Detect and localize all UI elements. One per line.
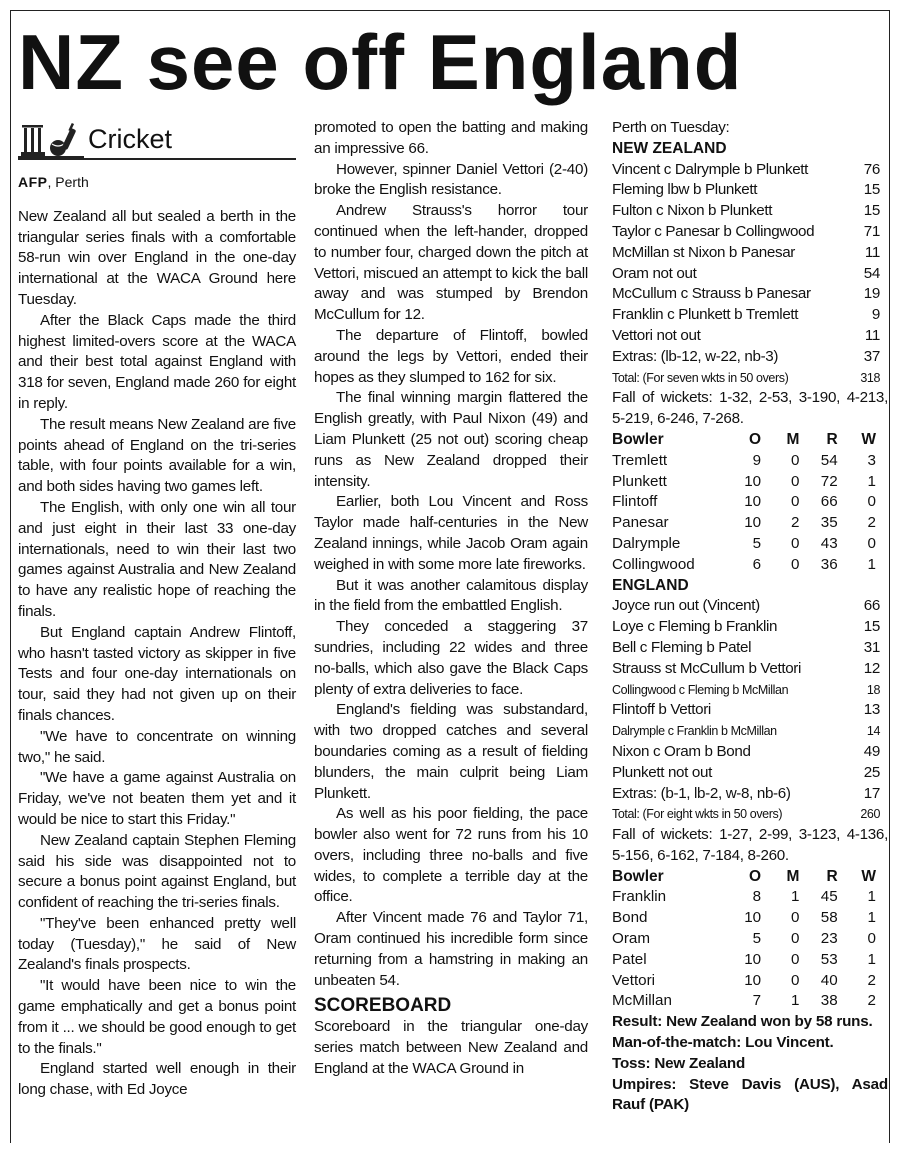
bowling-figure: 38 <box>820 992 838 1010</box>
bowling-row <box>612 929 876 950</box>
bowling-figure: 10 <box>744 971 762 989</box>
batting-row <box>612 201 888 222</box>
paragraph: The English, with only one win all tour and just eight in their last 33 one-day internationals, need to win their last two games against Australia and New Zealand to have any realistic hope of reaching the finals. <box>18 498 296 620</box>
paragraph: "It would have been nice to win the game emphatically and get a bonus point from it ... we should be good enough to get to the finals." <box>18 977 296 1057</box>
batting-row <box>612 638 888 659</box>
bowling-figure: 72 <box>820 472 838 490</box>
paragraph: The final winning margin flattered the English greatly, with Paul Nixon (49) and Liam Plunkett (25 not out) scoring cheap runs as New Zealand dropped their intensity. <box>314 389 588 490</box>
bowling-figure: 58 <box>820 909 838 927</box>
bowling-figure: 35 <box>820 514 838 532</box>
batsman-dismissal: Extras: (b-1, lb-2, w-8, nb-6) <box>612 784 791 802</box>
bowling-figure: 2 <box>867 992 876 1010</box>
bowling-header-cell: R <box>826 867 838 885</box>
nz-total <box>612 368 888 389</box>
paragraph: The result means New Zealand are five points ahead of England on the tri-series table, with four points available for a win, and both sides having two games left. <box>18 415 296 496</box>
bowling-figure: 53 <box>820 950 838 968</box>
bowler-name: Patel <box>612 950 647 968</box>
bowling-figure: 6 <box>752 555 762 573</box>
bowling-row <box>612 991 876 1012</box>
batting-row <box>612 763 888 784</box>
batting-row <box>612 680 888 701</box>
bowling-figure: 2 <box>790 514 800 532</box>
total-label: Total: (For seven wkts in 50 overs) <box>612 370 789 385</box>
bowler-name: McMillan <box>612 992 672 1010</box>
batsman-runs: 15 <box>863 618 880 636</box>
bowling-row <box>612 971 876 992</box>
bowling-figure: 2 <box>867 971 876 989</box>
batting-row <box>612 742 888 763</box>
paragraph: "We have to concentrate on winning two," he said. <box>18 727 296 766</box>
batsman-dismissal: Loye c Fleming b Franklin <box>612 618 778 636</box>
batting-row <box>612 596 888 617</box>
batsman-dismissal: Franklin c Plunkett b Tremlett <box>612 306 799 324</box>
bowling-row <box>612 472 876 493</box>
bowling-figure: 45 <box>820 888 838 906</box>
eng-fall-of-wickets: Fall of wickets: 1-27, 2-99, 3-123, 4-136, 5-156, 6-162, 7-184, 8-260. <box>612 826 888 864</box>
paragraph: "We have a game against Australia on Friday, we've not beaten them yet and it would be nice to start this Friday." <box>18 769 296 828</box>
bowler-name: Franklin <box>612 888 667 906</box>
batting-row <box>612 222 888 243</box>
batting-row <box>612 617 888 638</box>
bowling-row <box>612 451 876 472</box>
batsman-dismissal: Nixon c Oram b Bond <box>612 742 751 760</box>
batting-row <box>612 284 888 305</box>
batsman-runs: 12 <box>863 659 880 677</box>
batsman-runs: 18 <box>866 682 880 697</box>
bowling-figure: 8 <box>752 888 762 906</box>
bowling-figure: 54 <box>820 451 838 469</box>
nz-fall-of-wickets: Fall of wickets: 1-32, 2-53, 3-190, 4-213, 5-219, 6-246, 7-268. <box>612 389 888 428</box>
batsman-dismissal: Vettori not out <box>612 326 701 344</box>
bowling-figure: 0 <box>790 909 800 927</box>
scoreboard-intro: Scoreboard in the triangular one-day series match between New Zealand and England at the WACA Ground in <box>314 1018 588 1078</box>
scoreboard-intro-cont: Perth on Tuesday: <box>612 119 730 136</box>
bowling-figure: 5 <box>752 534 762 552</box>
batsman-runs: 11 <box>864 243 880 261</box>
bowling-figure: 0 <box>867 534 876 552</box>
paragraph: They conceded a staggering 37 sundries, including 22 wides and three no-balls, which also gave the Black Caps plenty of extra deliveries to face. <box>314 618 588 698</box>
bowling-row <box>612 950 876 971</box>
column-3 <box>612 118 888 1116</box>
section-header <box>18 118 296 160</box>
bowling-figure: 1 <box>867 909 876 927</box>
bowling-figure: 0 <box>790 971 800 989</box>
batsman-runs: 49 <box>863 742 880 760</box>
bowling-header-cell: O <box>749 430 762 448</box>
bowler-name: Dalrymple <box>612 534 681 552</box>
batsman-dismissal: Fleming lbw b Plunkett <box>612 181 758 199</box>
batsman-dismissal: Flintoff b Vettori <box>612 701 711 719</box>
bowling-header-cell: M <box>786 867 800 885</box>
bowler-name: Flintoff <box>612 493 658 511</box>
bowling-figure: 0 <box>790 930 800 948</box>
batting-row <box>612 180 888 201</box>
bowling-header-row <box>612 867 876 888</box>
bowler-name: Plunkett <box>612 472 667 490</box>
paragraph: promoted to open the batting and making an impressive 66. <box>314 119 588 157</box>
headline: NZ see off England <box>18 18 743 106</box>
batsman-runs: 17 <box>863 784 880 802</box>
bowling-figure: 9 <box>752 451 762 469</box>
bowling-figure: 1 <box>867 472 876 490</box>
batting-row <box>612 721 888 742</box>
bowling-figure: 0 <box>790 493 800 511</box>
bowler-name: Panesar <box>612 514 669 532</box>
batsman-runs: 11 <box>864 326 880 344</box>
bowling-row <box>612 492 876 513</box>
bowling-figure: 0 <box>790 472 800 490</box>
bowler-name: Collingwood <box>612 555 695 573</box>
batting-row <box>612 243 888 264</box>
batsman-runs: 13 <box>863 701 880 719</box>
paragraph: Earlier, both Lou Vincent and Ross Taylor made half-centuries in the New Zealand innings, while Jacob Oram again weighed in with some more late fireworks. <box>314 493 588 573</box>
bowling-header-cell: W <box>861 430 876 448</box>
bowling-header-cell: O <box>749 867 762 885</box>
bowler-name: Oram <box>612 930 650 948</box>
bowling-row <box>612 555 876 576</box>
column-1 <box>18 118 296 1101</box>
team-heading-eng: ENGLAND <box>612 576 689 594</box>
eng-total <box>612 804 888 825</box>
paragraph: As well as his poor fielding, the pace bowler also went for 72 runs from his 10 overs, including three no-balls and five wides, to complete a terrible day at the office. <box>314 805 588 906</box>
batting-row <box>612 305 888 326</box>
bowling-header-cell: Bowler <box>612 867 664 885</box>
cricket-icon <box>18 122 84 158</box>
bowling-figure: 23 <box>820 930 838 948</box>
bowling-figure: 10 <box>744 950 762 968</box>
total-label: Total: (For eight wkts in 50 overs) <box>612 807 783 822</box>
eng-bowling-table <box>612 867 876 1013</box>
total-runs: 318 <box>860 370 880 385</box>
bowling-figure: 1 <box>867 555 876 573</box>
batsman-runs: 31 <box>863 638 880 656</box>
bowling-figure: 10 <box>744 493 762 511</box>
batting-row <box>612 700 888 721</box>
toss: Toss: New Zealand <box>612 1054 746 1072</box>
bowling-figure: 0 <box>790 451 800 469</box>
paragraph: But England captain Andrew Flintoff, who hasn't tasted victory as skipper in five Tests and four one-day internationals on tour, said they had not given up on their finals chances. <box>18 623 296 724</box>
batsman-dismissal: Vincent c Dalrymple b Plunkett <box>612 160 809 178</box>
batting-row <box>612 784 888 805</box>
bowling-figure: 3 <box>867 451 876 469</box>
batsman-dismissal: Dalrymple c Franklin b McMillan <box>612 724 777 739</box>
bowling-figure: 10 <box>744 472 762 490</box>
batsman-runs: 15 <box>863 202 880 220</box>
nz-bowling-table <box>612 430 876 576</box>
batsman-runs: 37 <box>863 347 880 365</box>
batsman-runs: 14 <box>866 724 880 739</box>
batsman-runs: 76 <box>863 160 880 178</box>
bowler-name: Tremlett <box>612 451 668 469</box>
paragraph: However, spinner Daniel Vettori (2-40) broke the English resistance. <box>314 160 588 199</box>
bowler-name: Vettori <box>612 971 656 989</box>
section-label: Cricket <box>88 124 173 154</box>
batting-row <box>612 160 888 181</box>
match-result: Result: New Zealand won by 58 runs. <box>612 1013 873 1031</box>
bowling-figure: 36 <box>820 555 838 573</box>
paragraph: Andrew Strauss's horror tour continued when the left-hander, dropped to number four, charged down the pitch at Vettori, miscued an attempt to kick the ball away and was stumped by Brendon McCullum for 12. <box>314 202 588 324</box>
paragraph: New Zealand captain Stephen Fleming said his side was disappointed not to secure a bonus point against England, but confident of reaching the tri-series finals. <box>18 831 296 912</box>
bowler-name: Bond <box>612 909 648 927</box>
batsman-dismissal: McCullum c Strauss b Panesar <box>612 285 811 303</box>
bowling-figure: 2 <box>867 514 876 532</box>
nz-batting-list <box>612 160 888 368</box>
bowling-figure: 40 <box>820 971 838 989</box>
column-2 <box>314 118 588 1080</box>
paragraph: New Zealand all but sealed a berth in the triangular series finals with a comfortable 58-run win over England in the one-day international at the WACA Ground here Tuesday. <box>18 207 296 308</box>
bowling-figure: 7 <box>752 992 762 1010</box>
byline-agency: AFP <box>18 174 48 190</box>
bowling-figure: 0 <box>867 493 876 511</box>
batsman-dismissal: Fulton c Nixon b Plunkett <box>612 202 773 220</box>
batsman-runs: 66 <box>863 597 880 615</box>
paragraph: England's fielding was substandard, with two dropped catches and several boundaries coming as a result of fielding blunders, the main culprit being Liam Plunkett. <box>314 701 588 802</box>
bowling-figure: 10 <box>744 514 762 532</box>
paragraph: After Vincent made 76 and Taylor 71, Oram continued his incredible form since returning from a hamstring in making an unbeaten 54. <box>314 909 588 989</box>
batting-row <box>612 347 888 368</box>
batsman-dismissal: Collingwood c Fleming b McMillan <box>612 682 789 697</box>
paragraph: "They've been enhanced pretty well today (Tuesday)," he said of New Zealand's finals prospects. <box>18 914 296 974</box>
batting-row <box>612 264 888 285</box>
paragraph: England started well enough in their long chase, with Ed Joyce <box>18 1060 296 1099</box>
paragraph: After the Black Caps made the third highest limited-overs score at the WACA and their best total against England with 318 for seven, England made 260 for eight in reply. <box>18 311 296 412</box>
batsman-dismissal: McMillan st Nixon b Panesar <box>612 243 795 261</box>
bowling-figure: 5 <box>752 930 762 948</box>
paragraph: But it was another calamitous display in the field from the embattled English. <box>314 576 588 615</box>
batsman-dismissal: Plunkett not out <box>612 763 712 781</box>
eng-batting-list <box>612 596 888 804</box>
man-of-the-match: Man-of-the-match: Lou Vincent. <box>612 1034 834 1052</box>
batsman-dismissal: Extras: (lb-12, w-22, nb-3) <box>612 347 779 365</box>
bowling-row <box>612 887 876 908</box>
bowling-row <box>612 513 876 534</box>
batsman-runs: 19 <box>863 285 880 303</box>
bowling-header-cell: M <box>786 430 800 448</box>
batsman-dismissal: Strauss st McCullum b Vettori <box>612 659 802 677</box>
bowling-figure: 1 <box>867 888 876 906</box>
batsman-runs: 54 <box>863 264 880 282</box>
paragraph: The departure of Flintoff, bowled around the legs by Vettori, ended their hopes as they slumped to 162 for six. <box>314 326 588 386</box>
batting-row <box>612 659 888 680</box>
bowling-figure: 66 <box>820 493 838 511</box>
bowling-figure: 0 <box>790 534 800 552</box>
bowling-row <box>612 908 876 929</box>
batting-row <box>612 326 888 347</box>
bowling-figure: 0 <box>867 930 876 948</box>
bowling-figure: 0 <box>790 950 800 968</box>
umpires: Umpires: Steve Davis (AUS), Asad Rauf (PAK) <box>612 1075 888 1114</box>
bowling-figure: 1 <box>790 888 800 906</box>
article-body <box>18 118 888 1138</box>
bowling-figure: 1 <box>867 950 876 968</box>
batsman-dismissal: Bell c Fleming b Patel <box>612 638 752 656</box>
batsman-runs: 15 <box>863 181 880 199</box>
batsman-dismissal: Oram not out <box>612 264 697 282</box>
bowling-row <box>612 534 876 555</box>
batsman-runs: 9 <box>871 306 880 324</box>
bowling-header-cell: Bowler <box>612 430 664 448</box>
scoreboard-title: SCOREBOARD <box>314 995 452 1017</box>
batsman-dismissal: Taylor c Panesar b Collingwood <box>612 222 815 240</box>
batsman-dismissal: Joyce run out (Vincent) <box>612 597 760 615</box>
byline <box>18 172 296 193</box>
batsman-runs: 71 <box>863 222 880 240</box>
bowling-figure: 10 <box>744 909 762 927</box>
bowling-header-cell: R <box>826 430 838 448</box>
byline-location: , Perth <box>47 174 89 190</box>
bowling-figure: 0 <box>790 555 800 573</box>
bowling-figure: 1 <box>790 992 800 1010</box>
total-runs: 260 <box>860 807 880 822</box>
bowling-header-row <box>612 430 876 451</box>
team-heading-nz: NEW ZEALAND <box>612 139 727 157</box>
bowling-figure: 43 <box>820 534 838 552</box>
batsman-runs: 25 <box>863 763 880 781</box>
bowling-header-cell: W <box>861 867 876 885</box>
